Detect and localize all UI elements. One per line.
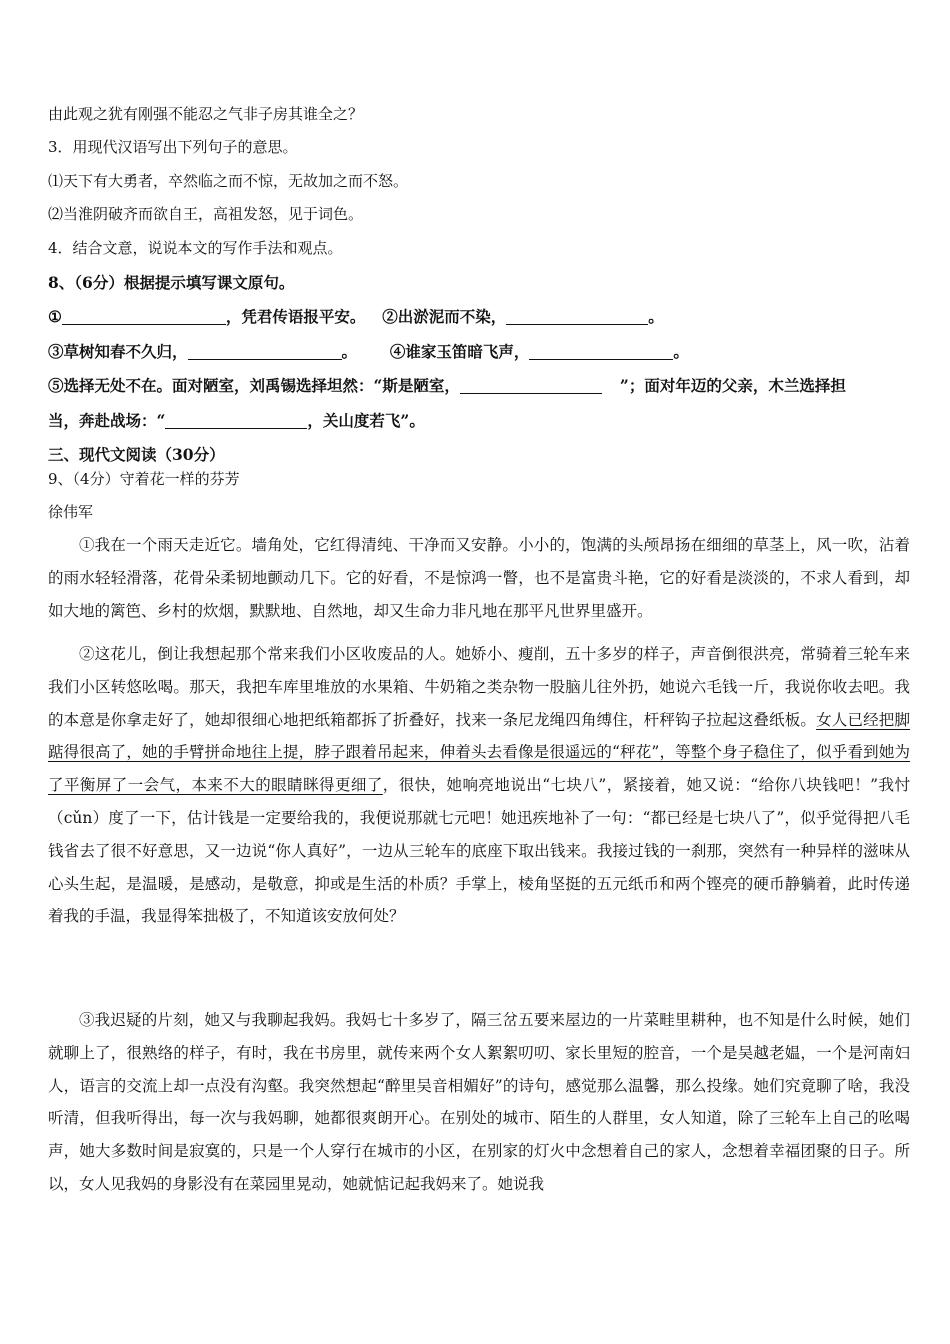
q8-item-1-marker: ① — [48, 307, 62, 326]
q8-item-1-text: ，凭君传语报平安。 — [225, 307, 366, 326]
question-8-title: 8、（6分）根据提示填写课文原句。 — [48, 273, 295, 292]
q8-item-4-text: ④谁家玉笛暗飞声， — [389, 342, 530, 361]
question-8-line-4 — [48, 409, 910, 431]
fill-blank-3[interactable] — [188, 344, 342, 361]
paragraph-2-part-1: ②这花儿，倒让我想起那个常来我们小区收废品的人。她娇小、瘦削，五十多岁的样子，声音倒很洪亮，常骑着三轮车来我们小区转悠吆喝。那天，我把车库里堆放的水果箱、牛奶箱之类杂物一股脑儿往外扔，她说六毛钱一斤，我说你收去吧。我的本意是你拿走好了，她却很细心地把纸箱都拆了折叠好，找来一条尼龙绳四角缚住，杆秤钩子拉起这叠纸板。 — [48, 645, 910, 729]
question-9-title: 9、（4分）守着花一样的芬芳 — [48, 470, 240, 488]
paragraph-2-part-2: ，很快，她响亮地说出“七块八”，紧接着，她又说：“给你八块钱吧！”我忖（cǔn）度了一下，估计钱是一定要给我的，我便说那就七元吧！她迅疾地补了一句：“都已经是七块八了”，似乎觉得把八毛钱省去了很不好意思，又一边说“你人真好”，一边从三轮车的底座下取出钱来。我接过钱的一刹那，突然有一种异样的滋味从心头生起，是温暖，是感动，是敬意，抑或是生活的朴质？手掌上，棱角坚挺的五元纸币和两个铿亮的硬币静躺着，此时传递着我的手温，我显得笨拙极了，不知道该安放何处？ — [48, 776, 910, 926]
q8-item-3-text: ③草树知春不久归， — [48, 342, 188, 361]
question-3-sentence-2: ⑵当淮阴破齐而欲自王，高祖发怒，见于词色。 — [48, 205, 364, 223]
underlined-sentence: 女人已经把脚踮得很高了，她的手臂拼命地往上提，脖子跟着吊起来，伸着头去看像是很遥远的“秤花”，等整个身子稳住了，似乎看到她为了平衡屏了一会气，本来不大的眼睛眯得更细了 — [48, 710, 910, 795]
fill-blank-5[interactable] — [460, 378, 602, 395]
fill-blank-2[interactable] — [506, 309, 648, 326]
fill-blank-6[interactable] — [165, 413, 307, 430]
q8-item-4-end: 。 — [673, 342, 689, 361]
fill-blank-4[interactable] — [529, 344, 673, 361]
article-paragraph-1: ①我在一个雨天走近它。墙角处，它红得清纯、干净而又安静。小小的，饱满的头颅昂扬在细细的草茎上，风一吹，沾着的雨水轻轻滑落，花骨朵柔韧地颤动几下。它的好看，不是惊鸿一瞥，也不是富贵斗艳，它的好看是淡淡的，不求人看到，却如大地的篱笆、乡村的炊烟，默默地、自然地，却又生命力非凡地在那平凡世界里盛开。 — [48, 536, 910, 620]
fill-blank-1[interactable] — [62, 309, 226, 326]
q8-item-6-end: ，关山度若飞”。 — [307, 411, 425, 430]
question-8-line-2 — [48, 340, 910, 362]
section-3-heading: 三、现代文阅读（30分） — [48, 445, 225, 464]
q8-item-2-end: 。 — [648, 307, 664, 326]
question-text-line: 由此观之犹有刚强不能忍之气非子房其谁全之？ — [48, 105, 364, 123]
q8-item-3-end: 。 — [341, 342, 358, 361]
q8-item-6-text: 当，奔赴战场：“ — [48, 411, 166, 430]
question-4-title: 4．结合文意，说说本文的写作手法和观点。 — [48, 239, 343, 257]
question-3-sentence-1: ⑴天下有大勇者，卒然临之而不惊，无故加之而不怒。 — [48, 172, 409, 190]
article-paragraph-3: ③我迟疑的片刻，她又与我聊起我妈。我妈七十多岁了，隔三岔五要来屋边的一片菜畦里耕种，也不知是什么时候，她们就聊上了，很熟络的样子，有时，我在书房里，就传来两个女人絮絮叨叨、家长里短的腔音，一个是吴越老媪，一个是河南妇人，语言的交流上却一点没有沟壑。我突然想起“醉里吴音相媚好”的诗句，感觉那么温馨，那么投缘。她们究竟聊了啥，我没听清，但我听得出，每一次与我妈聊，她都很爽朗开心。在别处的城市、陌生的人群里，女人知道，除了三轮车上自己的吆喝声，她大多数时间是寂寞的，只是一个人穿行在城市的小区，在别家的灯火中念想着自己的家人，念想着幸福团聚的日子。所以，女人见我妈的身影没有在菜园里晃动，她就惦记起我妈来了。她说我 — [48, 1011, 910, 1193]
question-8-line-1 — [48, 305, 910, 327]
question-3-title: 3．用现代汉语写出下列句子的意思。 — [48, 138, 298, 156]
q8-item-2-text: ②出淤泥而不染， — [382, 307, 507, 326]
article-paragraph-2 — [48, 638, 910, 933]
question-8-line-3 — [48, 374, 910, 396]
q8-item-5-text: ⑤选择无处不在。面对陋室，刘禹锡选择坦然：“斯是陋室， — [48, 376, 460, 395]
article-author: 徐伟军 — [48, 503, 94, 521]
q8-item-5-cont: ”；面对年迈的父亲，木兰选择担 — [619, 376, 846, 395]
